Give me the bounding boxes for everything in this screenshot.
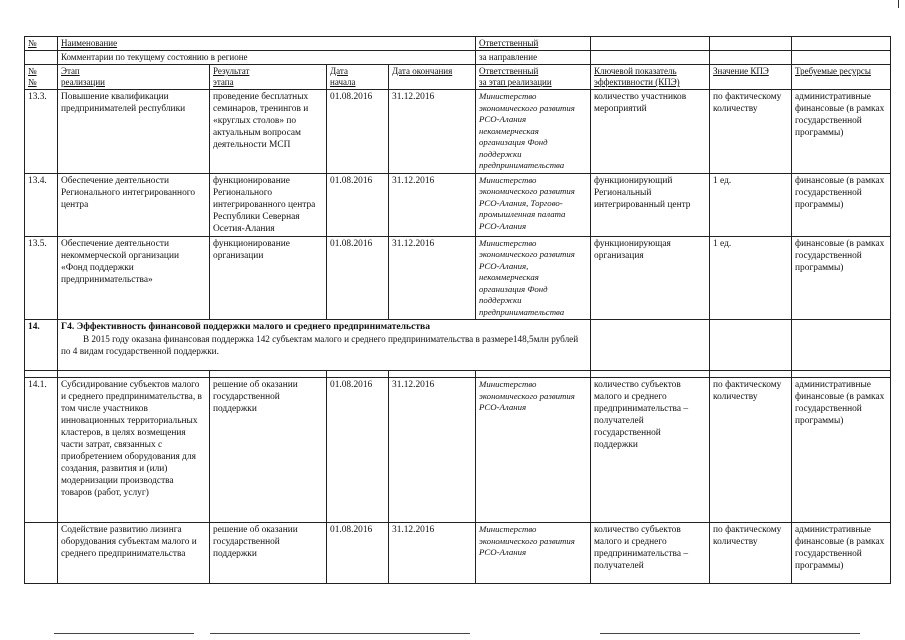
table-row (25, 90, 891, 174)
row-resources: административные финансовые (в рамках государственной программы) (792, 378, 891, 523)
section-num: 14. (25, 320, 58, 371)
section-empty-1 (591, 320, 710, 371)
row-num: 13.3. (25, 90, 58, 174)
row-num: 14.1. (25, 378, 58, 523)
header-row-2 (25, 51, 891, 65)
col-resp-stage: Ответственный за этап реализации (476, 65, 591, 90)
col-start: Дата начала (327, 65, 389, 90)
row-responsible: Министерство экономического развития РСО-Алания некоммерческая организация Фонд поддержки предпринимательства (476, 90, 591, 174)
row-num (25, 523, 58, 584)
row-resources: финансовые (в рамках государственной программы) (792, 173, 891, 236)
section-empty-2 (710, 320, 792, 371)
table-row (25, 173, 891, 236)
col-resources: Требуемые ресурсы (792, 65, 891, 90)
header-responsible: Ответственный (476, 37, 591, 51)
col-end: Дата окончания (389, 65, 476, 90)
row-result: проведение бесплатных семинаров, тренингов и «круглых столов» по актуальным вопросам деятельности МСП (210, 90, 327, 174)
row-stage: Субсидирование субъектов малого и среднего предпринимательства, в том числе участников инновационных территориальных кластеров, в целях возмещения части затрат, связанных с приобретением оборудования для создания, развития и (или) модернизации производства товаров (работ, услуг) (58, 378, 210, 523)
row-start: 01.08.2016 (327, 90, 389, 174)
section-content (58, 320, 591, 371)
row-result: функционирование Регионального интегрированного центра Республики Северная Осетия-Алания (210, 173, 327, 236)
row-stage: Содействие развитию лизинга оборудования субъектам малого и среднего предпринимательства (58, 523, 210, 584)
row-responsible: Министерство экономического развития РСО-Алания, некоммерческая организация Фонд поддержки предпринимательства (476, 236, 591, 320)
row-end: 31.12.2016 (389, 236, 476, 320)
header-row-3 (25, 65, 891, 90)
header-empty-6 (710, 51, 792, 65)
row-stage: Обеспечение деятельности Регионального интегрированного центра (58, 173, 210, 236)
header-empty-5 (591, 51, 710, 65)
table-row (25, 523, 891, 584)
footer-line-left (54, 633, 194, 634)
row-kpi-value: 1 ед. (710, 236, 792, 320)
page-corner-mark (898, 0, 899, 8)
header-name: Наименование (58, 37, 476, 51)
row-end: 31.12.2016 (389, 378, 476, 523)
col-kpi-value: Значение КПЭ (710, 65, 792, 90)
section-title: Г4. Эффективность финансовой поддержки малого и среднего предпринимательства (61, 321, 431, 332)
row-start: 01.08.2016 (327, 173, 389, 236)
header-direction-resp: за направление (476, 51, 591, 65)
row-responsible: Министерство экономического развития РСО-Алания (476, 378, 591, 523)
row-kpi: количество субъектов малого и среднего предпринимательства – получателей государственной поддержки (591, 378, 710, 523)
row-responsible: Министерство экономического развития РСО-Алания (476, 523, 591, 584)
row-kpi-value: по фактическому количеству (710, 90, 792, 174)
row-resources: административные финансовые (в рамках государственной программы) (792, 523, 891, 584)
section-row (25, 320, 891, 371)
action-plan-table (24, 36, 891, 584)
table-row (25, 378, 891, 523)
row-stage: Повышение квалификации предпринимателей республики (58, 90, 210, 174)
row-resources: административные финансовые (в рамках государственной программы) (792, 90, 891, 174)
row-end: 31.12.2016 (389, 523, 476, 584)
row-result: функционирование организации (210, 236, 327, 320)
header-empty-4 (25, 51, 58, 65)
col-stage: Этап реализации (58, 65, 210, 90)
header-empty-1 (591, 37, 710, 51)
header-num: № (25, 37, 58, 51)
header-row-1 (25, 37, 891, 51)
header-empty-2 (710, 37, 792, 51)
col-result: Результат этапа (210, 65, 327, 90)
row-kpi-value: по фактическому количеству (710, 378, 792, 523)
col-kpi: Ключевой показатель эффективности (КПЭ) (591, 65, 710, 90)
header-empty-7 (792, 51, 891, 65)
row-end: 31.12.2016 (389, 90, 476, 174)
col-num: № № (25, 65, 58, 90)
section-gap-row (25, 371, 891, 378)
row-num: 13.4. (25, 173, 58, 236)
section-text: В 2015 году оказана финансовая поддержка 142 субъектам малого и среднего предпринимательства в размере148,5млн рублей по 4 видам государственной поддержки. (61, 334, 579, 356)
row-resources: финансовые (в рамках государственной программы) (792, 236, 891, 320)
row-kpi-value: по фактическому количеству (710, 523, 792, 584)
row-kpi: функционирующая организация (591, 236, 710, 320)
row-kpi: функционирующий Региональный интегрированный центр (591, 173, 710, 236)
document-page (24, 36, 890, 584)
table-row (25, 236, 891, 320)
header-comment: Комментарии по текущему состоянию в регионе (58, 51, 476, 65)
row-num: 13.5. (25, 236, 58, 320)
header-empty-3 (792, 37, 891, 51)
row-kpi-value: 1 ед. (710, 173, 792, 236)
row-start: 01.08.2016 (327, 378, 389, 523)
row-kpi: количество участников мероприятий (591, 90, 710, 174)
footer-line-mid (210, 633, 470, 634)
row-stage: Обеспечение деятельности некоммерческой организации «Фонд поддержки предпринимательства» (58, 236, 210, 320)
row-responsible: Министерство экономического развития РСО-Алания, Торгово-промышленная палата РСО-Алания (476, 173, 591, 236)
row-result: решение об оказании государственной поддержки (210, 523, 327, 584)
footer-line-right (600, 633, 860, 634)
row-end: 31.12.2016 (389, 173, 476, 236)
row-start: 01.08.2016 (327, 236, 389, 320)
row-result: решение об оказании государственной поддержки (210, 378, 327, 523)
section-empty-3 (792, 320, 891, 371)
row-start: 01.08.2016 (327, 523, 389, 584)
row-kpi: количество субъектов малого и среднего предпринимательства – получателей (591, 523, 710, 584)
